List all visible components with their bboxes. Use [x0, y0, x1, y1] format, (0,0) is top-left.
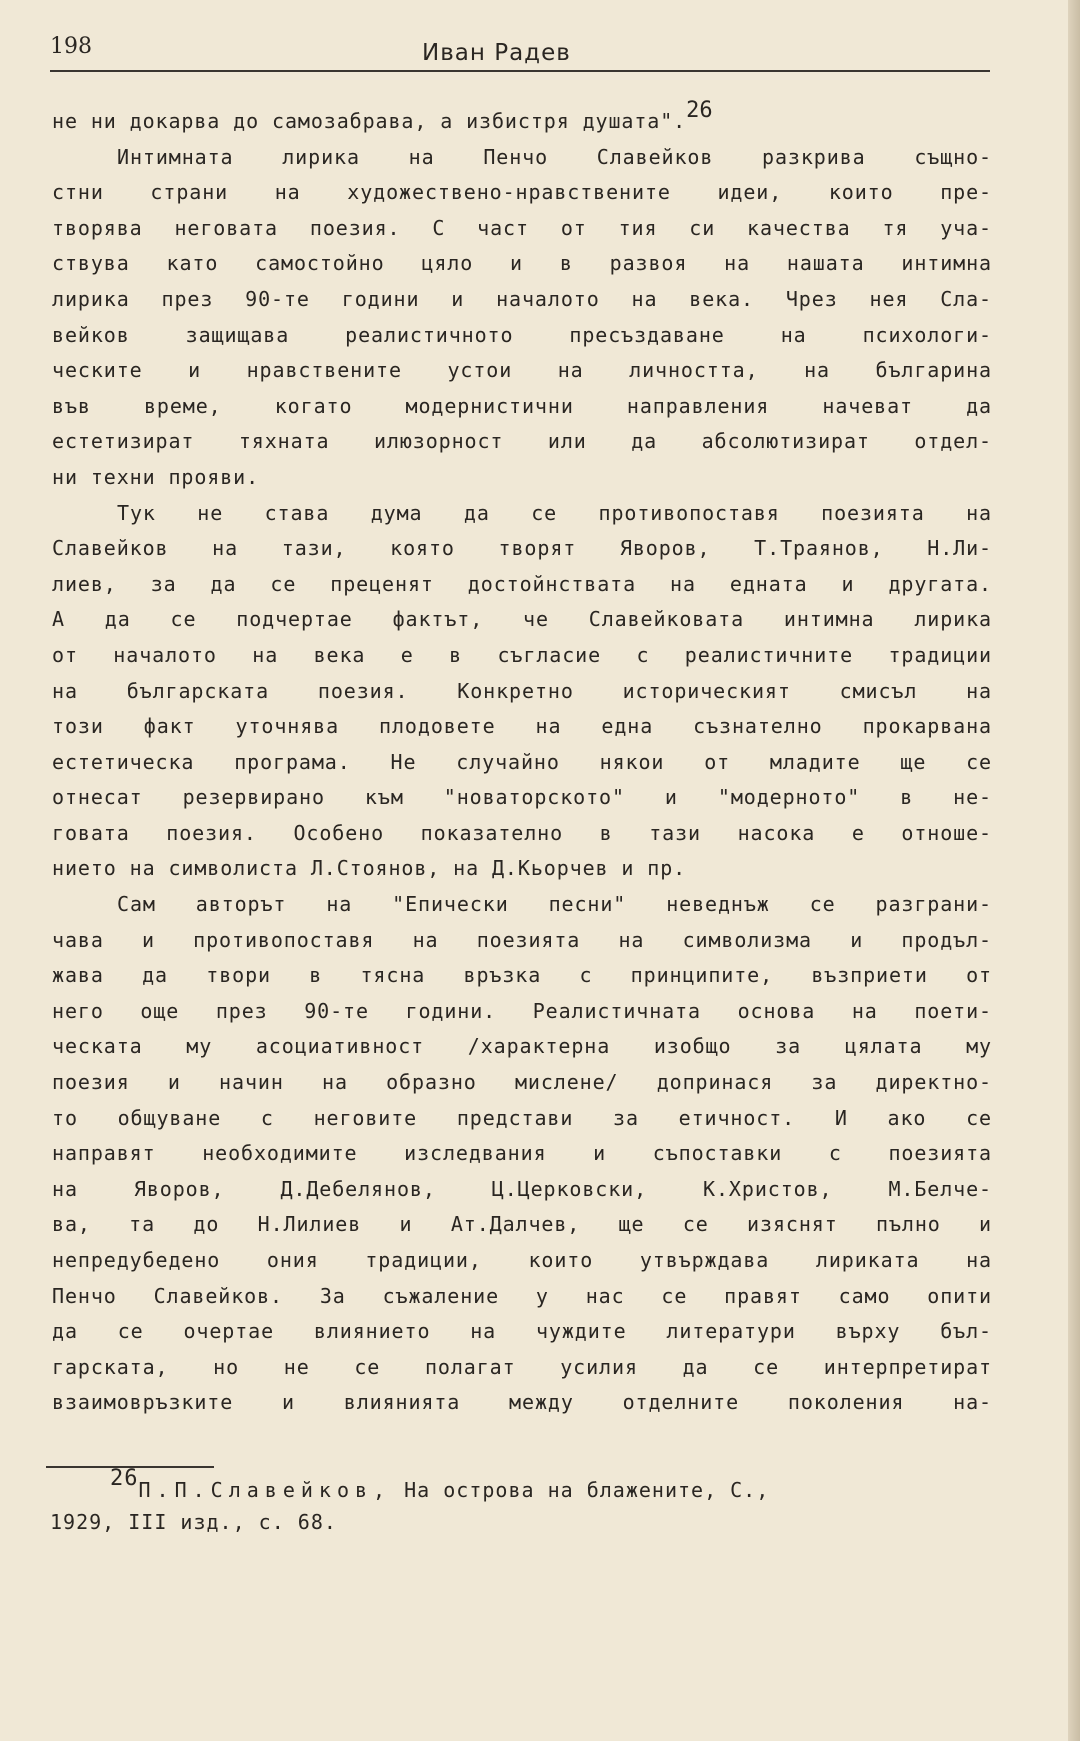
text-line: Сам авторът на "Епически песни" неведнъж се разграни-	[117, 892, 992, 917]
text-line-content: не ни докарва до самозабрава, а избистря душата".	[52, 109, 687, 133]
text-line: ческите и нравствените устои на личността, на българина	[52, 358, 992, 383]
text-line: да се очертае влиянието на чуждите литератури върху бъл-	[52, 1319, 992, 1344]
text-line: Интимната лирика на Пенчо Славейков разкрива същно-	[117, 144, 992, 169]
text-line: този факт уточнява плодовете на една съзнателно прокарвана	[52, 714, 992, 739]
text-line: непредубедено ония традиции, които утвърждава лириката на	[52, 1248, 992, 1272]
text-line: говата поезия. Особено показателно в тази насока е отноше-	[52, 820, 992, 845]
text-line: лиев, за да се преценят достойнствата на едната и другата.	[52, 571, 992, 596]
text-line: на българската поезия. Конкретно историческият смисъл на	[52, 678, 992, 703]
text-line: естетическа програма. Не случайно някои от младите ще се	[52, 749, 992, 774]
text-line: вейков защищава реалистичното пресъздаване на психологи-	[52, 322, 992, 347]
body-text	[52, 98, 992, 1421]
text-line: гарската, но не се полагат усилия да се интерпретират	[52, 1354, 992, 1379]
page-edge	[1068, 0, 1080, 1741]
text-line: на Яворов, Д.Дебелянов, Ц.Церковски, К.Христов, М.Белче-	[52, 1176, 992, 1201]
text-line: направят необходимите изследвания и съпоставки с поезията	[52, 1141, 992, 1166]
text-line: ва, та до Н.Лилиев и Ат.Далчев, ще се изяснят пълно и	[52, 1212, 992, 1237]
text-line: ствува като самостойно цяло и в развоя на нашата интимна	[52, 251, 992, 276]
text-line	[52, 98, 992, 140]
text-line: Тук не става дума да се противопоставя поезията на	[117, 500, 992, 525]
footnote-mark: 26	[110, 1466, 139, 1491]
footnote-line: 1929, III изд., с. 68.	[50, 1510, 337, 1534]
text-line: А да се подчертае фактът, че Славейковата интимна лирика	[52, 607, 992, 632]
page-header	[50, 30, 990, 72]
text-line: взаимовръзките и влиянията между отделните поколения на-	[52, 1390, 992, 1415]
footnote-reference: 26	[686, 98, 713, 123]
text-line: естетизират тяхната илюзорност или да абсолютизират отдел-	[52, 429, 992, 454]
footnote	[50, 1466, 950, 1538]
text-line: творява неговата поезия. С част от тия си качества тя уча-	[52, 215, 992, 240]
text-line: чава и противопоставя на поезията на символизма и продъл-	[52, 927, 992, 952]
text-line: жава да твори в тясна връзка с принципите, възприети от	[52, 963, 992, 988]
text-line: ни техни прояви.	[52, 464, 260, 489]
footnote-author: П.П.Славейков,	[138, 1478, 392, 1502]
text-line: Славейков на тази, която творят Яворов, Т.Траянов, Н.Ли-	[52, 536, 992, 561]
text-line: от началото на века е в съгласие с реалистичните традиции	[52, 642, 992, 667]
text-line: него още през 90-те години. Реалистичната основа на поети-	[52, 998, 992, 1023]
text-line: нието на символиста Л.Стоянов, на Д.Кьорчев и пр.	[52, 856, 687, 881]
text-line: стни страни на художествено-нравствените идеи, които пре-	[52, 180, 992, 205]
text-line: лирика през 90-те години и началото на века. Чрез нея Сла-	[52, 286, 992, 311]
footnote-title: На острова на блажените, С.,	[391, 1478, 770, 1502]
running-title: Иван Радев	[422, 40, 571, 66]
footnote-line	[50, 1466, 950, 1506]
text-line: отнесат резервирано към "новаторското" и "модерното" в не-	[52, 785, 992, 810]
text-line: ческата му асоциативност /характерна изобщо за цялата му	[52, 1034, 992, 1059]
text-line: поезия и начин на образно мислене/ допринася за директно-	[52, 1070, 992, 1095]
text-line: то общуване с неговите представи за етичност. И ако се	[52, 1105, 992, 1130]
text-line: във време, когато модернистични направления начеват да	[52, 393, 992, 418]
text-line: Пенчо Славейков. За съжаление у нас се правят само опити	[52, 1283, 992, 1308]
page-number: 198	[50, 34, 92, 59]
